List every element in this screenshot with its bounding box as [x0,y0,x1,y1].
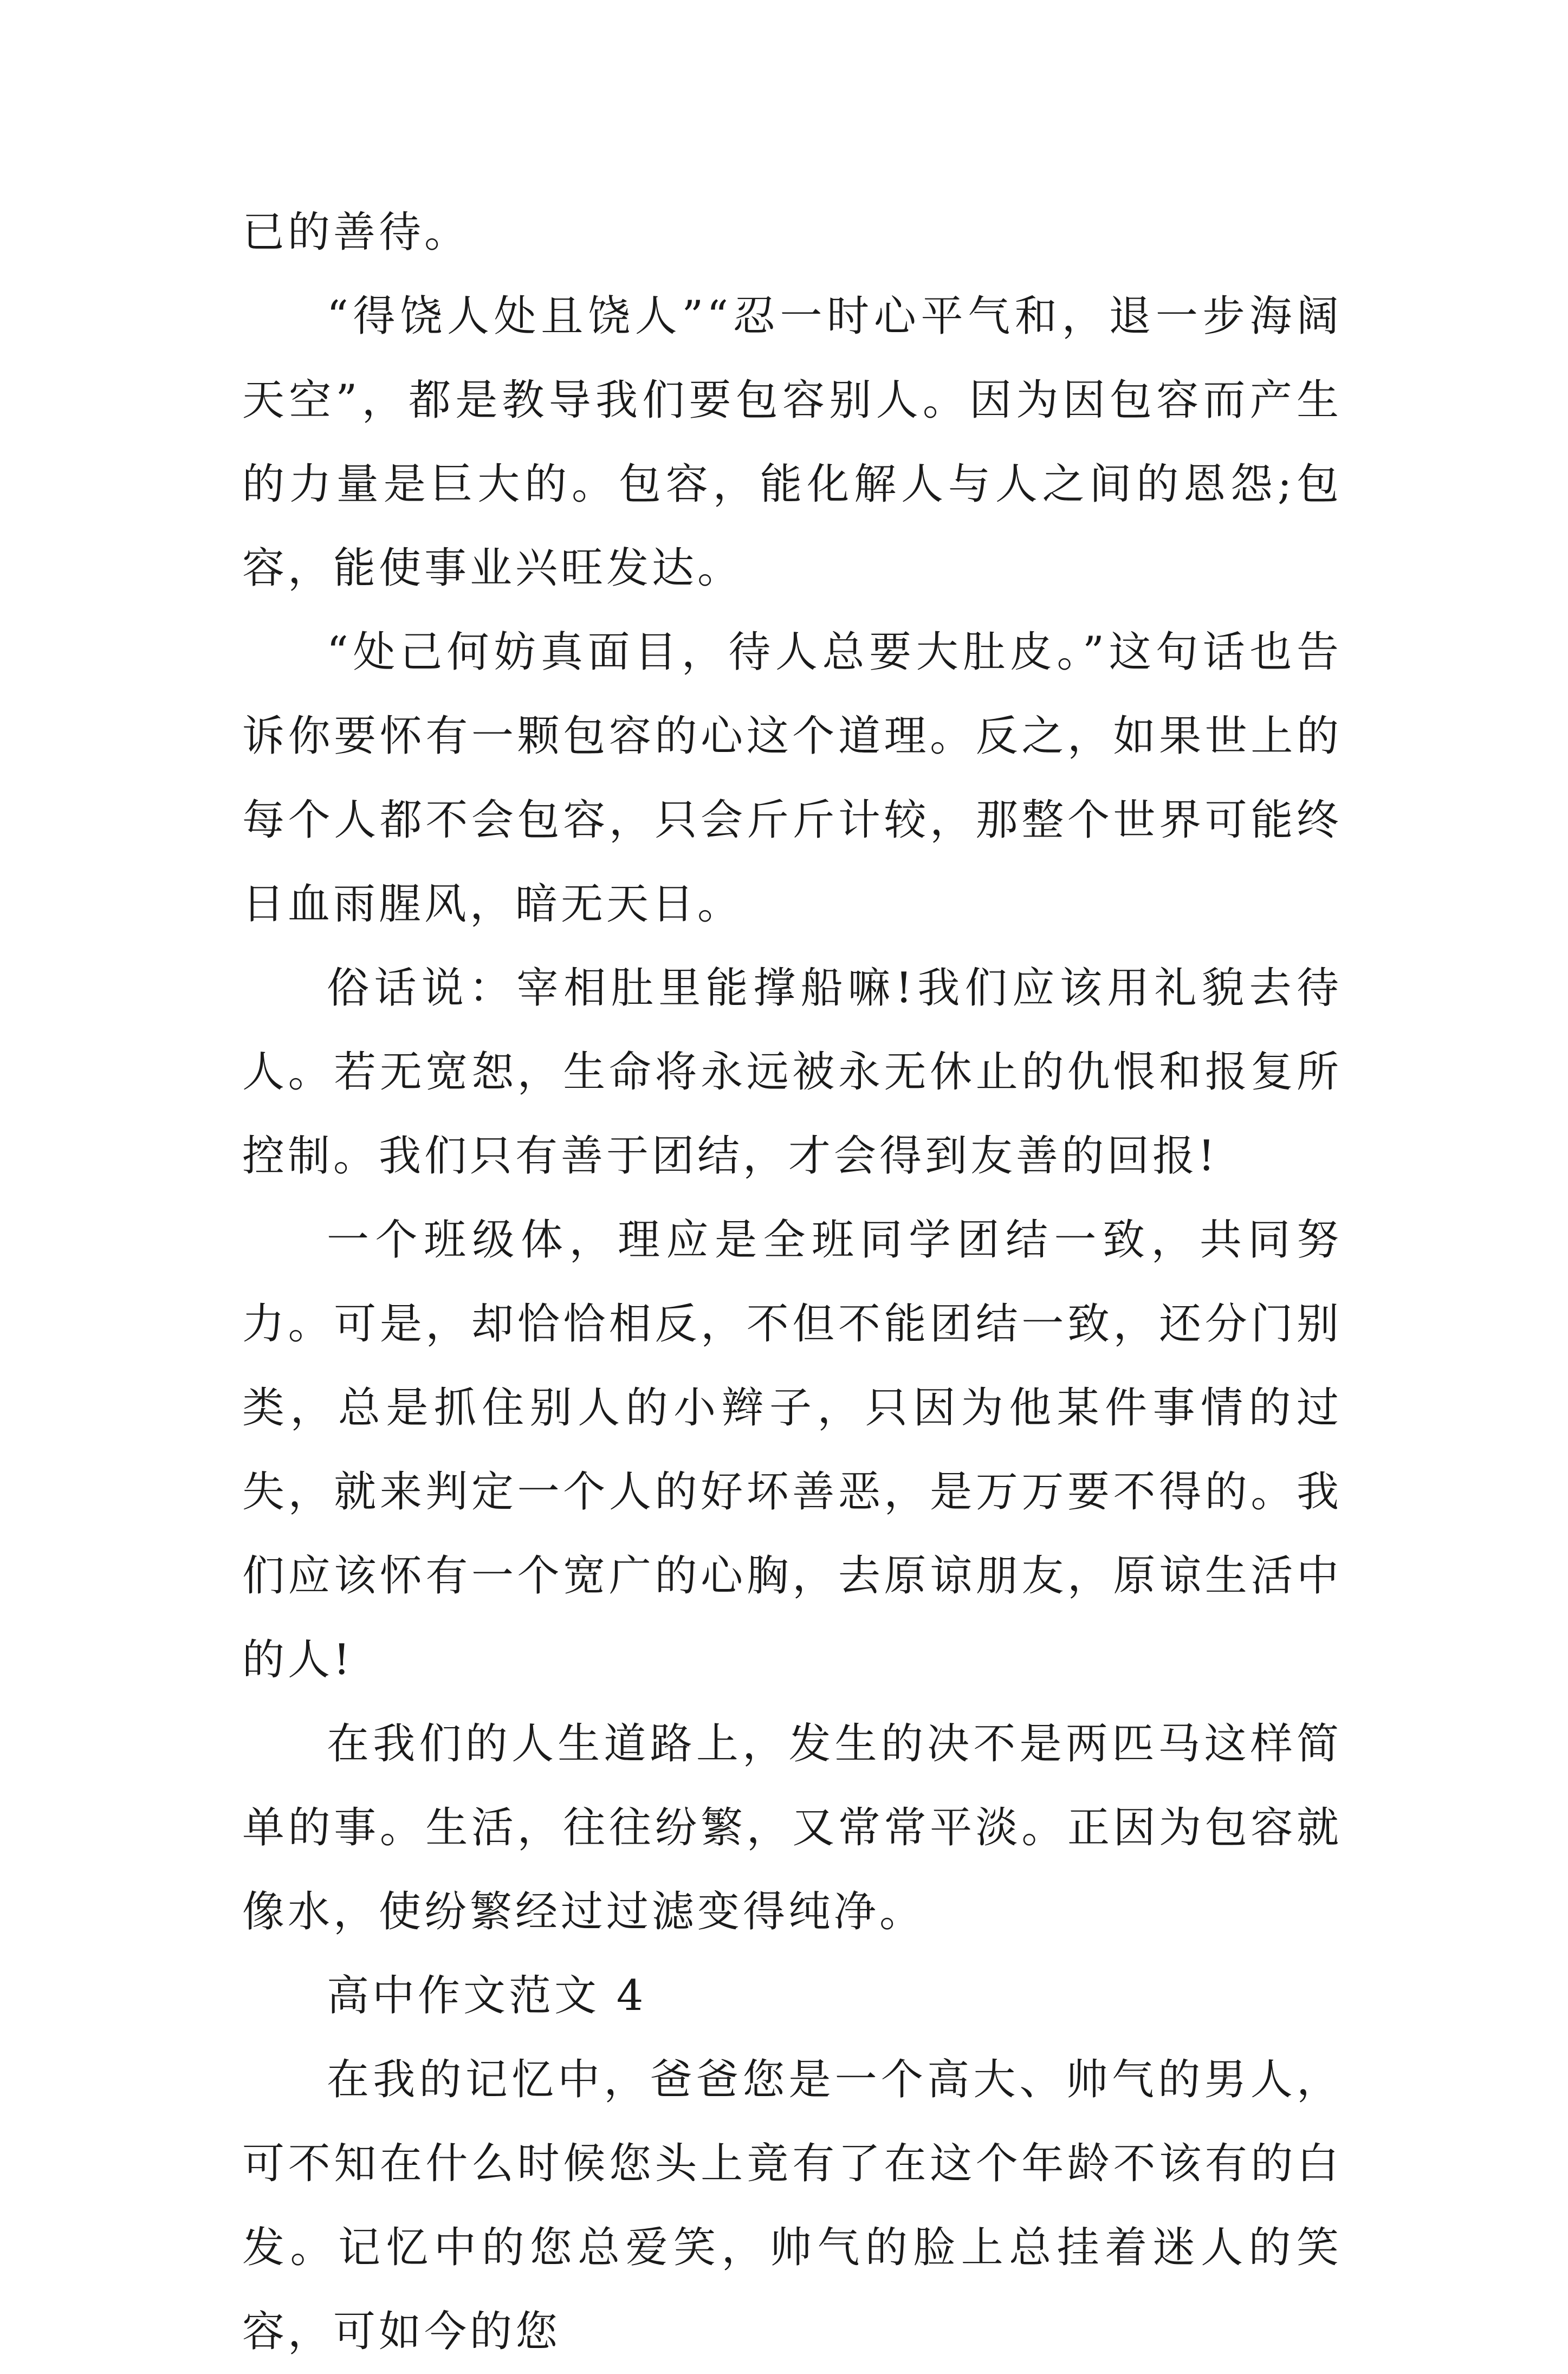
essay-body [242,191,1342,2374]
paragraph-father-memory: 在我的记忆中，爸爸您是一个高大、帅气的男人，可不知在什么时候您头上竟有了在这个年龄不该有的白发。记忆中的您总爱笑，帅气的脸上总挂着迷人的笑容，可如今的您 [242,2055,1342,2356]
paragraph-quote-tolerance: “得饶人处且饶人”“忍一时心平气和，退一步海阔天空”，都是教导我们要包容别人。因为因包容而产生的力量是巨大的。包容，能化解人与人之间的恩怨;包容，能使事业兴旺发达。 [242,292,1342,593]
paragraph-big-heart: “处己何妨真面目，待人总要大肚皮。”这句话也告诉你要怀有一颗包容的心这个道理。反之，如果世上的每个人都不会包容，只会斤斤计较，那整个世界可能终日血雨腥风，暗无天日。 [242,628,1342,929]
paragraph-life-road: 在我们的人生道路上，发生的决不是两匹马这样简单的事。生活，往往纷繁，又常常平淡。正因为包容就像水，使纷繁经过过滤变得纯净。 [242,1720,1342,1936]
paragraph-class-unity: 一个班级体，理应是全班同学团结一致，共同努力。可是，却恰恰相反，不但不能团结一致，还分门别类，总是抓住别人的小辫子，只因为他某件事情的过失，就来判定一个人的好坏善恶，是万万要不得的。我们应该怀有一个宽广的心胸，去原谅朋友，原谅生活中的人! [242,1216,1342,1684]
section-title: 高中作文范文 4 [327,1971,647,2020]
paragraph-proverb: 俗话说：宰相肚里能撑船嘛!我们应该用礼貌去待人。若无宽恕，生命将永远被永无休止的仇恨和报复所控制。我们只有善于团结，才会得到友善的回报! [242,964,1342,1180]
paragraph-continuation: 已的善待。 [242,208,470,257]
